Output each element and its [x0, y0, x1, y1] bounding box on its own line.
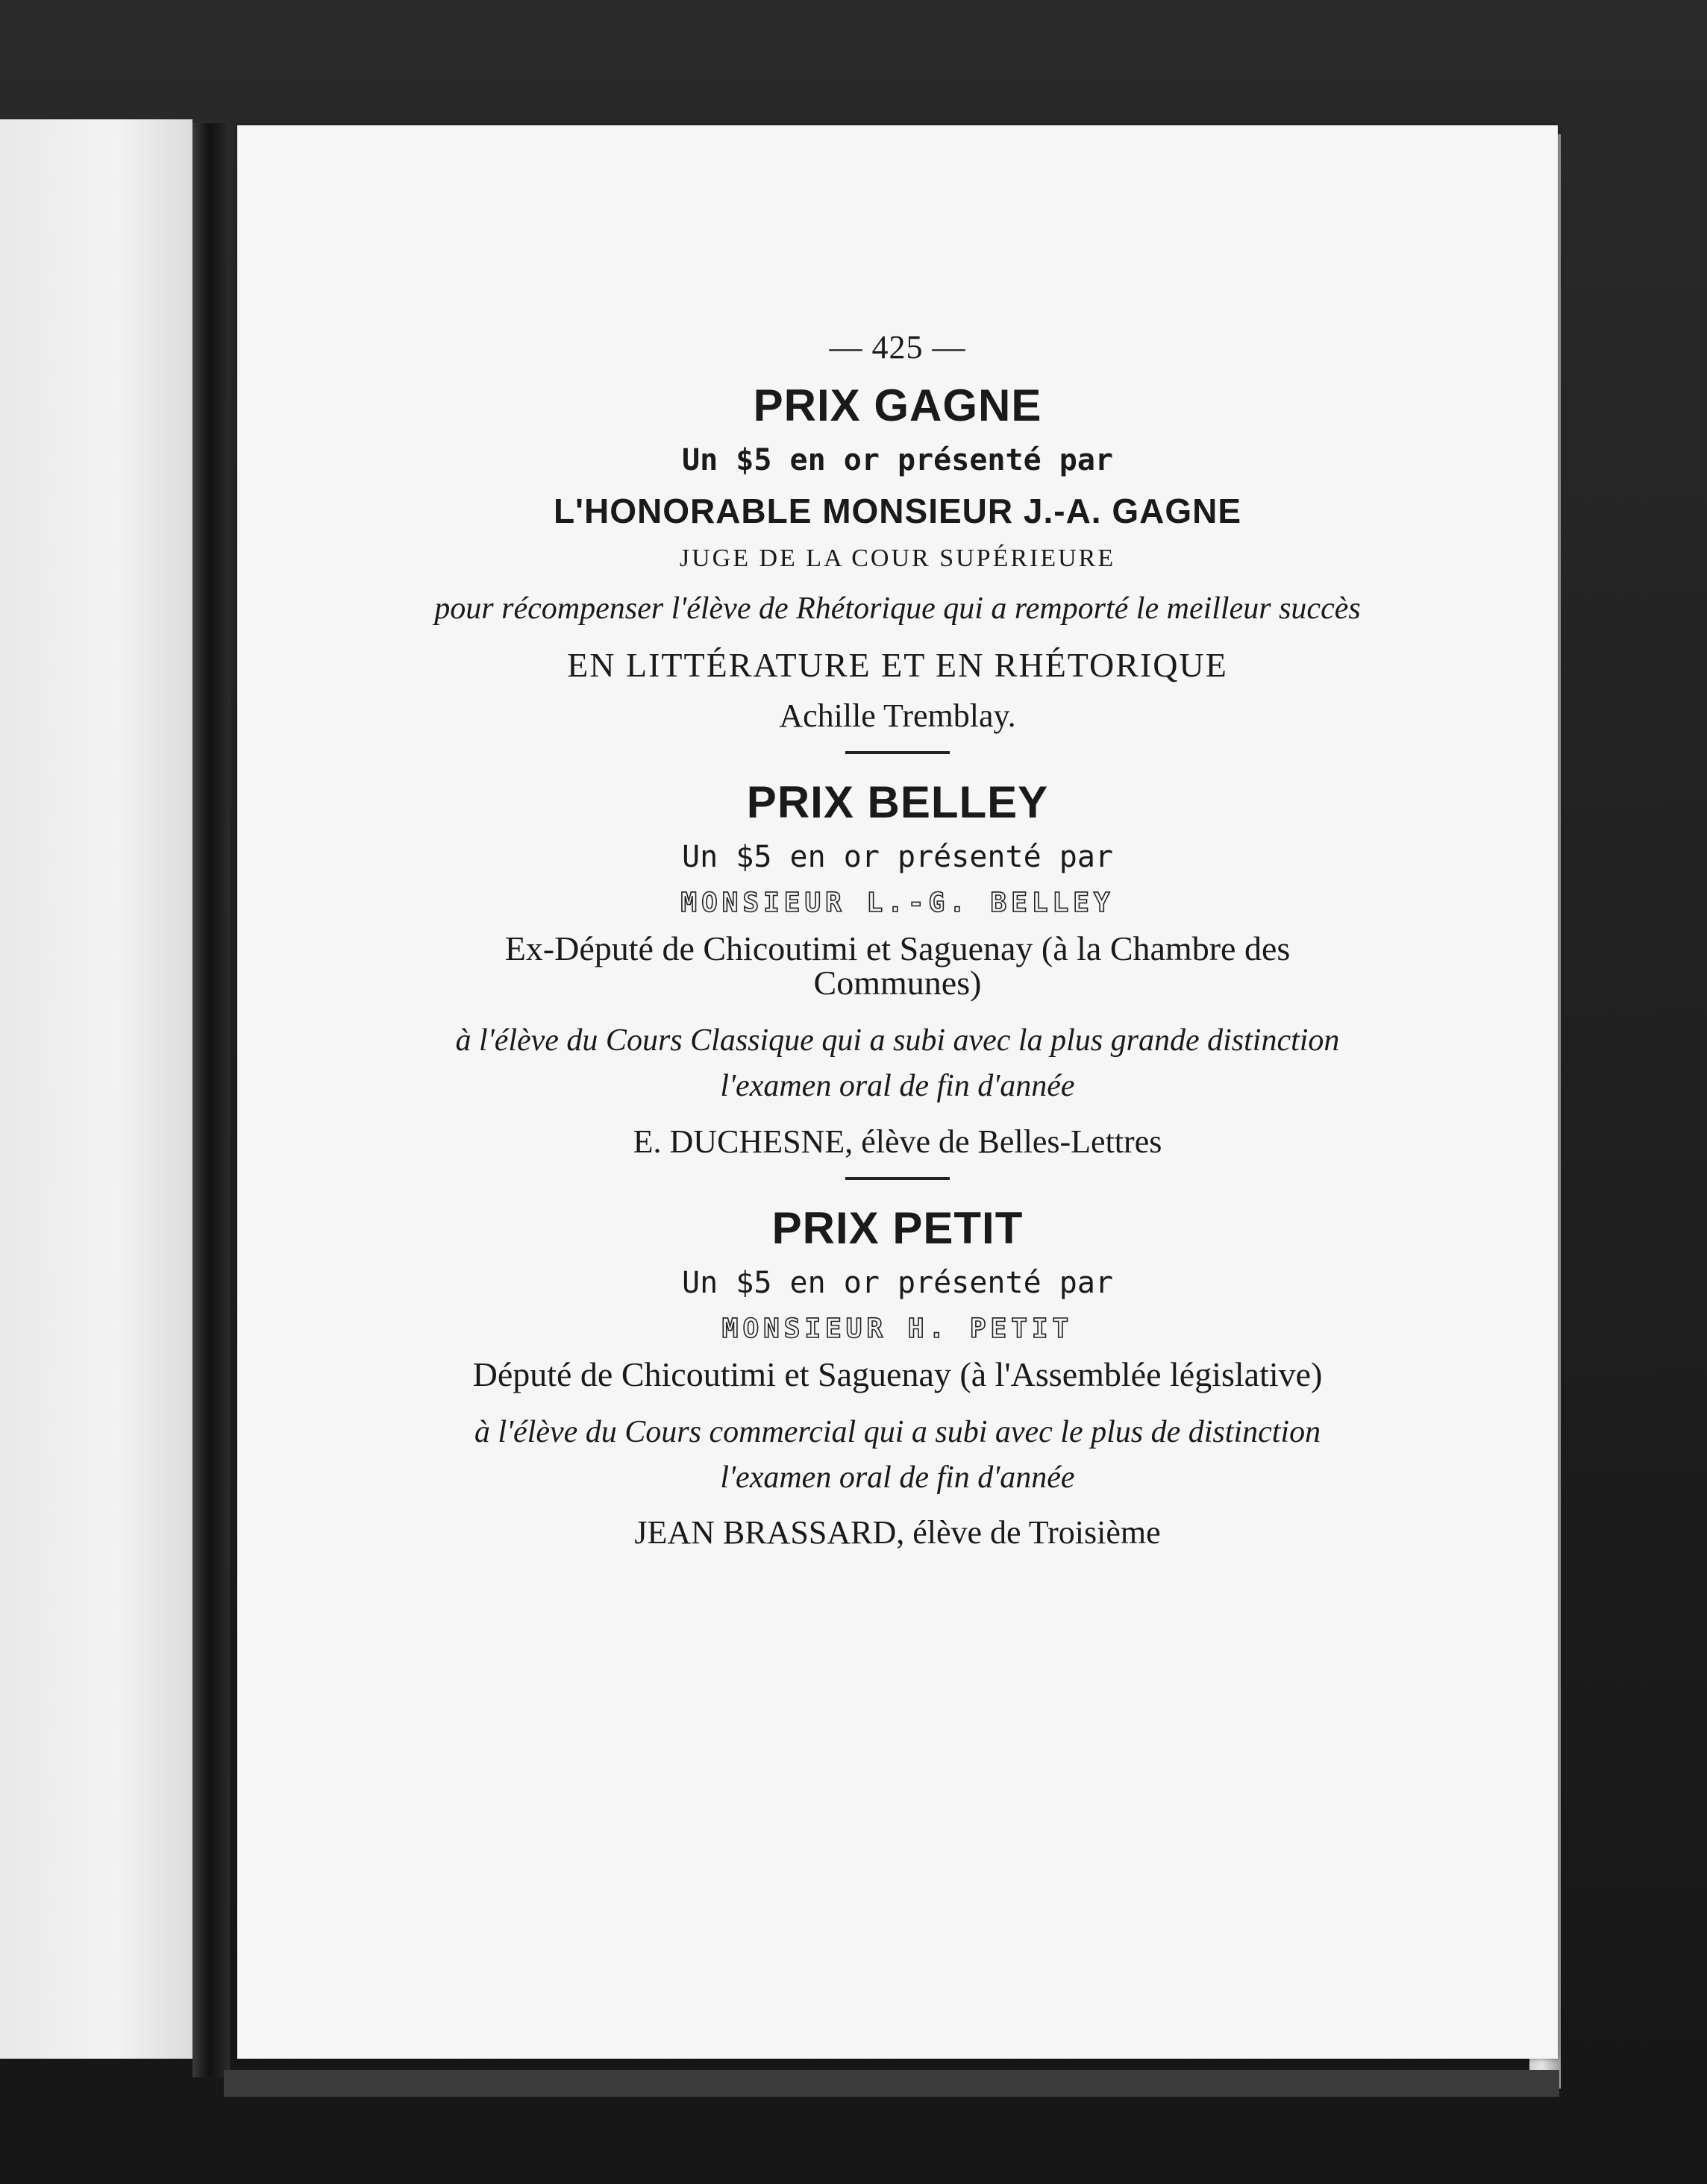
prize-offer: Un $5 en or présenté par — [682, 1265, 1113, 1300]
prize-belley — [237, 776, 1558, 1161]
prize-winner: JEAN BRASSARD, élève de Troisième — [634, 1514, 1161, 1551]
donor-office: Ex-Député de Chicoutimi et Saguenay (à la Chambre des Communes) — [504, 929, 1291, 1002]
prize-donor: L'HONORABLE MONSIEUR J.-A. GAGNE — [553, 492, 1242, 530]
prize-donor: MONSIEUR L.-G. BELLEY — [680, 887, 1115, 918]
prize-purpose: à l'élève du Cours commercial qui a subi avec le plus de distinction l'examen oral de fin d'année — [474, 1414, 1321, 1495]
prize-gagne — [237, 380, 1558, 735]
book-gutter — [192, 123, 230, 2077]
section-divider — [845, 1177, 950, 1180]
prize-winner: E. DUCHESNE, élève de Belles-Lettres — [633, 1123, 1162, 1160]
donor-office: Député de Chicoutimi et Saguenay (à l'Assemblée législative) — [472, 1355, 1323, 1393]
prize-purpose: pour récompenser l'élève de Rhétorique qui a remporté le meilleur succès — [434, 592, 1361, 626]
donor-office: JUGE DE LA COUR SUPÉRIEURE — [679, 545, 1116, 572]
prize-offer: Un $5 en or présenté par — [682, 443, 1113, 477]
page-bottom-shadow — [224, 2070, 1559, 2097]
prize-title: PRIX PETIT — [771, 1202, 1024, 1253]
facing-page — [0, 119, 192, 2059]
prize-donor: MONSIEUR H. PETIT — [721, 1313, 1074, 1344]
prize-purpose: à l'élève du Cours Classique qui a subi avec la plus grande distinction l'examen oral de fin d'année — [455, 1023, 1340, 1103]
page-content — [237, 328, 1558, 1566]
prize-discipline: EN LITTÉRATURE ET EN RHÉTORIQUE — [567, 645, 1228, 684]
prize-title: PRIX GAGNE — [753, 380, 1042, 430]
page-number: — 425 — — [829, 329, 966, 365]
prize-winner: Achille Tremblay. — [779, 697, 1016, 734]
prize-title: PRIX BELLEY — [746, 776, 1049, 827]
prize-petit — [237, 1202, 1558, 1552]
section-divider — [845, 751, 950, 754]
prize-offer: Un $5 en or présenté par — [682, 839, 1113, 874]
